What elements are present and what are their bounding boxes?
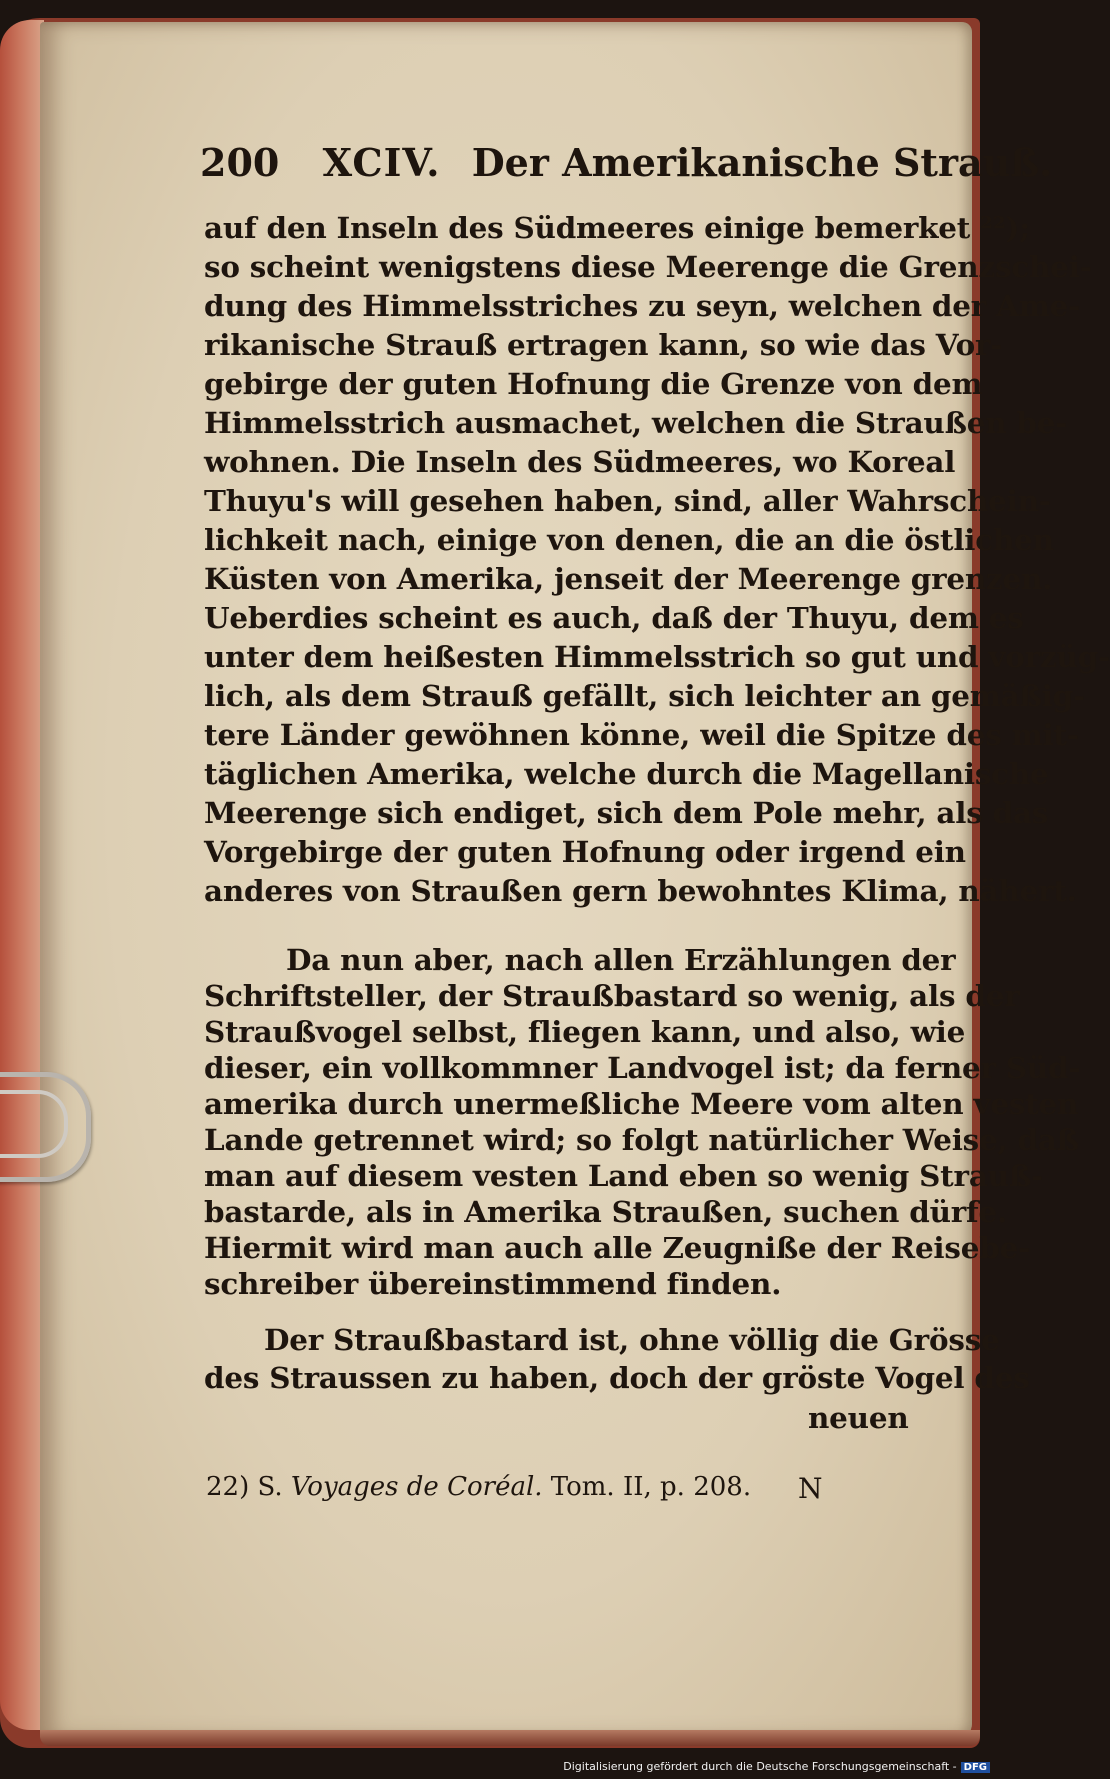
text-line: anderes von Straußen gern bewohntes Klima, nähert. [204,873,1077,908]
footnote-reference: Tom. II, p. 208. [550,1472,752,1502]
text-line: gebirge der guten Hofnung die Grenze von dem [204,366,983,401]
chapter-numeral: XCIV. [322,140,441,185]
text-line: Vorgebirge der guten Hofnung oder irgend ein [204,834,966,869]
text-line: täglichen Amerika, welche durch die Magellanische [204,756,1049,791]
text-line: lichkeit nach, einige von denen, die an die östlichen [204,522,1054,557]
footnote-title: Voyages de Coréal. [290,1472,543,1502]
credit-text: Digitalisierung gefördert durch die Deutsche Forschungsgemeinschaft - [563,1760,957,1773]
text-line: auf den Inseln des Südmeeres einige bemerket ²²); [204,210,1030,245]
text-line: Thuyu's will gesehen haben, sind, aller Wahrschein- [204,483,1051,518]
running-header [200,140,1053,190]
paper-clip-inner-loop [0,1090,68,1158]
text-line: amerika durch unermeßliche Meere vom alten vesten [204,1086,1079,1121]
text-line: Hiermit wird man auch alle Zeugniße der Reisebe- [204,1230,1031,1265]
text-line: man auf diesem vesten Land eben so wenig Strauß- [204,1158,1043,1193]
page-number: 200 [200,140,280,185]
catchword: neuen [808,1400,909,1435]
page-block-edge [0,20,44,1730]
text-line: Schriftsteller, der Straußbastard so wenig, als der [204,978,1020,1013]
footnote [206,1472,751,1502]
digitization-credit [563,1760,990,1773]
text-line: Lande getrennet wird; so folgt natürlicher Weise, daß [204,1122,1079,1157]
text-line: tere Länder gewöhnen könne, weil die Spitze des mit- [204,717,1079,752]
text-line: Straußvogel selbst, fliegen kann, und also, wie [204,1014,966,1049]
text-line: unter dem heißesten Himmelsstrich so gut und vorzüg- [204,639,1110,674]
text-line: so scheint wenigstens diese Meerenge die Grenzschei- [204,249,1092,284]
text-line: Ueberdies scheint es auch, daß der Thuyu, dem es [204,600,1024,635]
text-line: Küsten von Amerika, jenseit der Meerenge grenzen. [204,561,1053,596]
text-line: rikanische Strauß ertragen kann, so wie das Vor- [204,327,1003,362]
text-line: wohnen. Die Inseln des Südmeeres, wo Koreal [204,444,956,479]
text-line: Meerenge sich endiget, sich dem Pole mehr, als das [204,795,1049,830]
text-line: schreiber übereinstimmend finden. [204,1266,782,1301]
printer-signature-mark: N [798,1472,823,1505]
chapter-title: Der Amerikanische Strauß. [471,140,1053,185]
text-line: Himmelsstrich ausmachet, welchen die Straußen be- [204,405,1068,440]
page-bottom-edge [40,1730,980,1746]
text-line: bastarde, als in Amerika Straußen, suchen dürfe. [204,1194,1008,1229]
text-line: dung des Himmelsstriches zu seyn, welchen der Ame- [204,288,1081,323]
footnote-marker: 22) S. [206,1472,283,1502]
text-line: dieser, ein vollkommner Landvogel ist; da ferner Süd- [204,1050,1081,1085]
text-line: des Straussen zu haben, doch der gröste Vogel des [204,1360,1030,1395]
text-line: Da nun aber, nach allen Erzählungen der [286,942,956,977]
text-line: lich, als dem Strauß gefällt, sich leichter an gemäßig- [204,678,1085,713]
dfg-logo: DFG [961,1762,990,1773]
text-line: Der Straußbastard ist, ohne völlig die Grösse [264,1322,1000,1357]
